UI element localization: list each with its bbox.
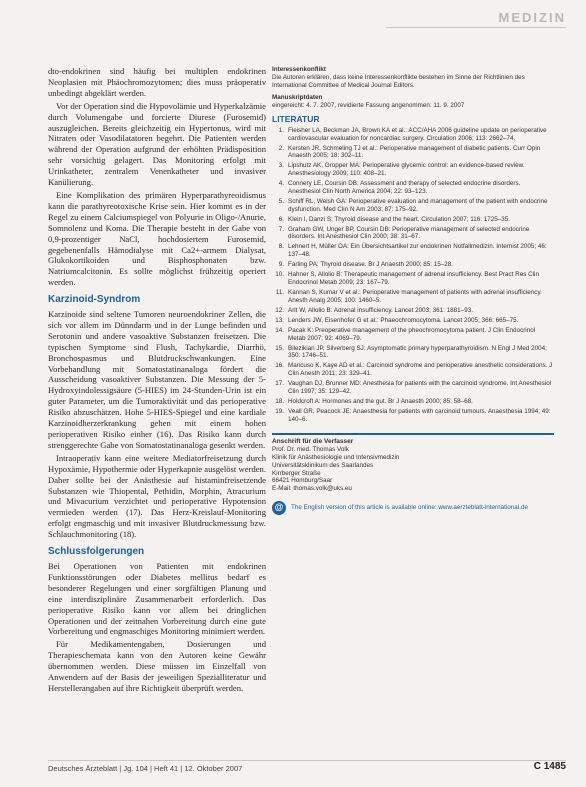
reference-number: 15. [275, 344, 284, 352]
reference-item [272, 127, 554, 143]
interest-text: Die Autoren erklären, dass keine Interessenkonflikte bestehen im Sinne der Richtlinien des International Committee of Medical Journal Editors. [272, 73, 525, 89]
reference-item [272, 289, 554, 305]
reference-item [272, 398, 554, 406]
reference-item [272, 243, 554, 259]
reference-text: Holdcroft A: Hormones and the gut. Br J Anaesth 2000; 85: 58–68. [288, 397, 473, 405]
paragraph: Für Medikamentengaben, Dosierungen und Therapieschemata kann von den Autoren keine Gewähr übernommen werden. Diese müssen im Einzelfall von Anwendern auf der Basis der jeweiligen Spezialliteratur und Herstellerangaben auf ihre Richtigkeit überprüft werden. [48, 639, 266, 693]
reference-text: Lenders JW, Eisenhofer G et al.: Phaeochromocytoma. Lancet 2005; 366: 665–75. [288, 316, 519, 324]
address-box [272, 433, 554, 493]
paragraph: Vor der Operation sind die Hypovolämie und Hyperkalzämie durch Volumengabe und forcierte Diurese (Furosemid) auszugleichen. Bereits gleichzeitig ein Hypertonus, wird mit Nitraten oder Vasodilatatoren begehrt. Die Patienten werden während der Operation aufgrund der erhöhten Prädisposition sehr vorsichtig gelagert. Das Monitoring erfolgt mit Urinkatheter, zentralem Venenkatheter und invasiver Kanülierung. [48, 100, 266, 188]
address-line: E-Mail: thomas.volk@uks.eu [272, 485, 352, 493]
reference-item [272, 180, 554, 196]
reference-list [272, 127, 554, 424]
reference-number: 13. [275, 316, 284, 324]
address-line: Kirrberger Straße [272, 469, 321, 477]
at-sign-icon: @ [272, 501, 286, 515]
page-number: C 1485 [533, 761, 566, 772]
address-label: Anschrift für die Verfasser [272, 438, 354, 446]
reference-number: 5. [278, 197, 284, 205]
reference-text: Schiff RL, Welsh GA: Perioperative evaluation and management of the patient with endocrine dysfunction. Med Clin N Am 2003; 87: 175–92. [288, 197, 548, 213]
reference-text: Graham GW, Unger BP, Coursin DB: Perioperative management of selected endocrine disorders. Int Anesthesiol Clin 2000; 38: 31–67. [288, 225, 530, 241]
reference-text: Pacak K: Preoperative management of the pheochromocytoma patient. J Clin Endocrinol Metab 2007; 92: 4069–79. [288, 326, 536, 342]
reference-number: 14. [275, 326, 284, 334]
manuscript-label: Manuskriptdaten [272, 94, 323, 102]
reference-text: Fleisher LA, Beckman JA, Brown KA et al.: ACC/AHA 2006 guideline update on perioperative cardiovascular evaluation for noncardiac surgery. Circulation 2006; 113: 2662–74. [288, 126, 547, 142]
section-title: MEDIZIN [498, 10, 566, 25]
section-heading-conclusions: Schlussfolgerungen [48, 546, 145, 558]
reference-item [272, 226, 554, 242]
header-rule [386, 27, 566, 28]
reference-number: 3. [278, 162, 284, 170]
paragraph: Intraoperativ kann eine weitere Mediatorfreisetzung durch Hypoxämie, Hypothermie oder Hyperkapnie ausgelöst werden. Daher sollte bei der Anästhesie auf histaminfreisetzende Substanzen wie Thiopental, Pethidin, Morphin, Atracurium und Mivacurium verzichtet und perioperative Hypotension vermieden werden (17). Das Herz-Kreislauf-Monitoring erfolgt engmaschig und mit invasiver Blutdruckmessung bzw. Schlauchmonitoring (18). [48, 452, 266, 540]
reference-text: Veall GR, Peacock JE: Anaesthesia for patients with carcinoid tumours. Anaesthesia 1994; 49: 140–6. [288, 407, 551, 423]
reference-item [272, 162, 554, 178]
reference-number: 2. [278, 144, 284, 152]
reference-number: 4. [278, 180, 284, 188]
reference-item [272, 216, 554, 224]
reference-text: Connery LE, Coursin DB: Assessment and therapy of selected endocrine disorders. Anesthesiol Clin North America 2004; 22: 93–123. [288, 180, 521, 195]
reference-item [272, 408, 554, 424]
reference-text: Lehnert H, Müller OA: Ein Übersichtsartikel zur endokrinen Notfallmedizin. Internist 2005; 46: 137–48. [288, 243, 547, 259]
manuscript-text: eingereicht: 4. 7. 2007, revidierte Fassung angenommen: 11. 9. 2007 [272, 102, 465, 110]
reference-text: Arlt W, Allolio B: Adrenal insufficiency. Lancet 2003; 361: 1881–93. [288, 306, 473, 314]
reference-number: 17. [275, 380, 284, 388]
reference-item [272, 307, 554, 315]
reference-number: 19. [275, 407, 284, 415]
reference-text: Hahner S, Allolio B: Therapeutic management of adrenal insufficiency. Best Pract Res Clin Endocrinol Metab 2009; 23: 167–79. [288, 271, 539, 287]
address-lines [272, 446, 554, 493]
reference-number: 8. [278, 243, 284, 251]
reference-item [272, 380, 554, 396]
interest-block [272, 66, 554, 89]
manuscript-block [272, 94, 554, 110]
reference-item [272, 317, 554, 325]
reference-number: 9. [278, 261, 284, 269]
address-line: 66421 Homburg/Saar [272, 477, 333, 485]
paragraph: dto-endokrinen sind häufig bei multiplen endokrinen Neoplasien mit Phäochromozytomen; dies muss präoperativ unbedingt abgeklärt werden. [48, 66, 266, 98]
literature-heading: LITERATUR [272, 113, 320, 124]
reference-number: 18. [275, 397, 284, 405]
reference-number: 12. [275, 306, 284, 314]
reference-item [272, 362, 554, 378]
reference-item [272, 261, 554, 269]
address-line: Klinik für Anästhesiologie und Intensivmedizin [272, 454, 400, 462]
reference-text: Bilezikian JP, Silverberg SJ: Asymptomatic primary hyperparathyroidism. N Engl J Med 2004; 350: 1746–51. [288, 344, 547, 360]
reference-number: 11. [275, 289, 284, 296]
reference-number: 6. [278, 215, 284, 223]
interest-label: Interessenkonflikt [272, 66, 326, 73]
address-line: Prof. Dr. med. Thomas Volk [272, 446, 349, 454]
reference-text: Farling PA: Thyroid disease. Br J Anaesth 2000; 85: 15–28. [288, 261, 453, 269]
main-text-column [48, 66, 266, 696]
reference-number: 1. [278, 126, 284, 134]
reference-text: Klein I, Danzi S: Thyroid disease and the heart. Circulation 2007; 116: 1725–35. [288, 215, 511, 223]
reference-item [272, 145, 554, 161]
page-footer [48, 760, 566, 773]
address-line: Universitätsklinikum des Saarlandes [272, 461, 374, 469]
reference-number: 7. [278, 225, 284, 233]
paragraph: Bei Operationen von Patienten mit endokrinen Funktionsstörungen oder Diabetes mellitus bedarf es besonderer Regelungen und einer sorgfältigen Planung und eine interdisziplinäre Zusammenarbeit erforderlich. Das perioperative Risiko kann vor allem bei dringlichen Operationen und der zeitnahen Vorbereitung durch eine gute Vorbereitung und engmaschiges Monitoring minimiert werden. [48, 560, 266, 637]
references-column [272, 66, 554, 515]
reference-text: Vaughan DJ, Brunner MD: Anesthesia for patients with the carcinoid syndrome. Int Anesthesiol Clin 1997; 35: 129–42. [288, 380, 552, 395]
reference-item [272, 345, 554, 361]
reference-text: Kannan S, Kumar V et al.: Perioperative management of patients with adrenal insufficiency. Anesth Analg 2005; 100: 1460–5. [288, 289, 542, 304]
reference-item [272, 198, 554, 214]
reference-item [272, 271, 554, 287]
reference-item [272, 327, 554, 343]
section-heading-karzinoid: Karzinoid-Syndrom [48, 294, 141, 306]
reference-text: Kersten JR, Schmeling TJ et al.: Perioperative management of diabetic patients. Curr Opin Anaesth 2005; 18: 302–11. [288, 144, 541, 160]
online-notice [272, 501, 554, 515]
reference-number: 10. [275, 271, 284, 279]
paragraph: Eine Komplikation des primären Hyperparathyreoidismus kann die parathyreotoxische Krise sein. Hier kommt es in der Regel zu einem Calciumspiegel von Polyurie in Oligo-/Anurie, Somnolenz und Koma. Die Therapie besteht in der Gabe von 0,9-prozentiger NaCl, hochdosiertem Furosemid, gegebenenfalls Hämodialyse mit Ca2+-armem Dialysat, Glukokortikoiden und Bisphosphonaten bzw. Natriumcalcitonin. Es sollte möglichst frühzeitig operiert werden. [48, 189, 266, 288]
paragraph: Karzinoide sind seltene Tumoren neuroendokriner Zellen, die sich vor allem im Dünndarm und in der Lunge befinden und Serotonin und andere vasoaktive Substanzen freisetzen. Die typischen Symptome sind Flush, Tachykardie, Diarrhö, Bronchospasmus und Blutdruckschwankungen. Eine Vorbehandlung mit Somatostatinanaloga fördert die Ausscheidung vasoaktiver Substanzen. Die Messung der 5-Hydroxyindolessigsäure (5-HIES) im 24-Stunden-Urin ist ein guter Parameter, um die Tumoraktivität und das perioperative Risiko abzuschätzen. Hohe 5-HIES-Spiegel und eine kardiale Karzinoidherzerkrankung gehen mit einem hohen perioperativen Risiko einher (16). Das Risiko kann durch strenggerechte Gabe von Somatostatinanaloga gesenkt werden. [48, 309, 266, 450]
page-header [0, 0, 586, 34]
footer-journal: Deutsches Ärzteblatt | Jg. 104 | Heft 41 | 12. Oktober 2007 [48, 764, 243, 773]
reference-text: Lipshutz AK, Gropper MA: Perioperative glycemic control: an evidence-based review. Anesthesiology 2009; 110: 408–21. [288, 162, 525, 178]
reference-text: Mancuso K, Kaye AD et al.: Carcinoid syndrome and perioperative anesthetic considerations. J Clin Anesth 2011; 23: 329–41. [288, 362, 553, 378]
reference-number: 16. [275, 362, 284, 370]
online-text[interactable]: The English version of this article is available online: www.aerzteblatt-international.de [291, 504, 528, 512]
